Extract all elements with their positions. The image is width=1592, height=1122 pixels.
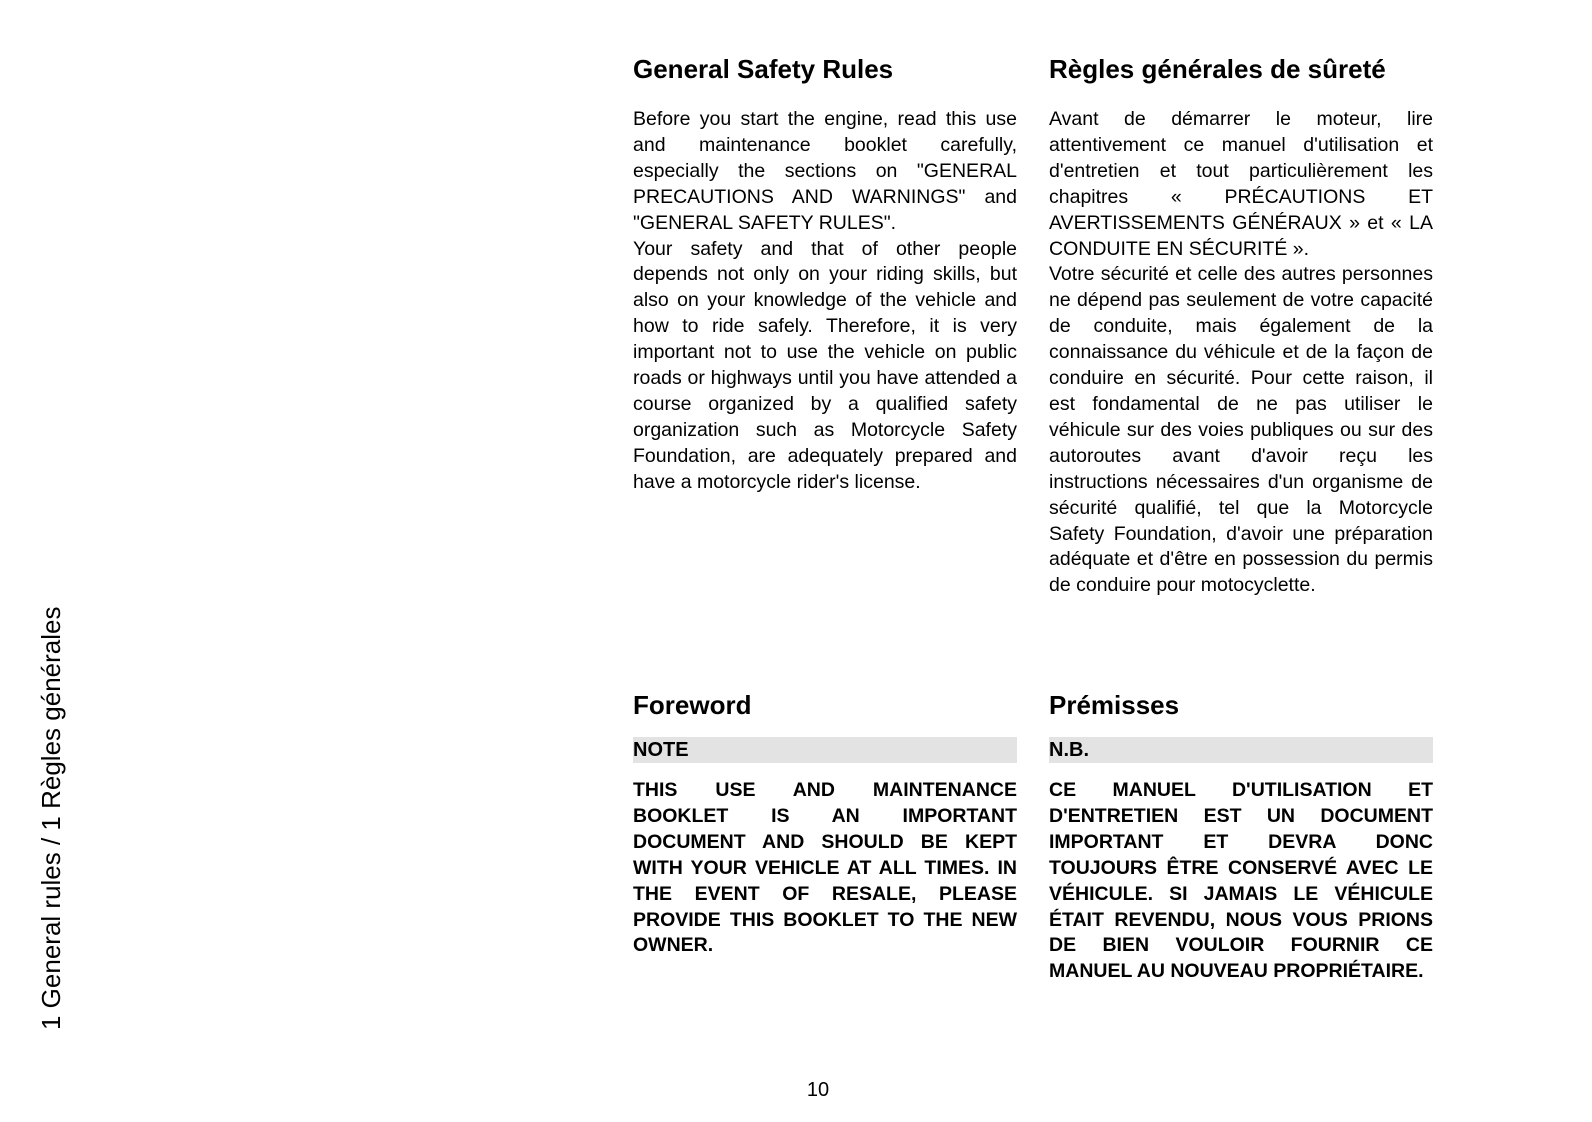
note-text-en: THIS USE AND MAINTENANCE BOOKLET IS AN IMPORTANT DOCUMENT AND SHOULD BE KEPT WITH YOUR VEHICLE AT ALL TIMES. IN THE EVENT OF RESALE, PLEASE PROVIDE THIS BOOKLET TO THE NEW OWNER. — [633, 779, 1017, 957]
safety-section-en — [633, 54, 1017, 496]
safety-title-en: General Safety Rules — [633, 54, 894, 84]
safety-paragraph-1-fr: Avant de démarrer le moteur, lire attentivement ce manuel d'utilisation et d'entretien et tout particulièrement les chapitres « PRÉCAUTIONS ET AVERTISSEMENTS GÉNÉRAUX » et « LA CONDUITE EN SÉCURITÉ ». — [1049, 108, 1433, 260]
foreword-section-en — [633, 690, 1017, 959]
safety-paragraph-1-en: Before you start the engine, read this use and maintenance booklet carefully, especially the sections on "GENERAL PRECAUTIONS AND WARNINGS" and "GENERAL SAFETY RULES". — [633, 108, 1017, 234]
chapter-side-label: 1 General rules / 1 Règles générales — [36, 606, 66, 1030]
note-label-fr: N.B. — [1049, 737, 1433, 763]
safety-title-fr: Règles générales de sûreté — [1049, 54, 1386, 84]
foreword-title-en: Foreword — [633, 690, 752, 720]
note-label-en: NOTE — [633, 737, 1017, 763]
note-text-fr: CE MANUEL D'UTILISATION ET D'ENTRETIEN EST UN DOCUMENT IMPORTANT ET DEVRA DONC TOUJOURS ÊTRE CONSERVÉ AVEC LE VÉHICULE. SI JAMAIS LE VÉHICULE ÉTAIT REVENDU, NOUS VOUS PRIONS DE BIEN VOULOIR FOURNIR CE MANUEL AU NOUVEAU PROPRIÉTAIRE. — [1049, 779, 1433, 983]
safety-paragraph-2-en: Your safety and that of other people depends not only on your riding skills, but also on your knowledge of the vehicle and how to ride safely. Therefore, it is very important not to use the vehicle on public roads or highways until you have attended a course organized by a qualified safety organization such as Motorcycle Safety Foundation, are adequately prepared and have a motorcycle rider's license. — [633, 237, 1017, 493]
safety-section-fr — [1049, 54, 1433, 599]
foreword-title-fr: Prémisses — [1049, 690, 1180, 720]
foreword-section-fr — [1049, 690, 1433, 985]
safety-paragraph-2-fr: Votre sécurité et celle des autres personnes ne dépend pas seulement de votre capacité de conduite, mais également de la connaissance du véhicule et de la façon de conduire en sécurité. Pour cette raison, il est fondamental de ne pas utiliser le véhicule sur des voies publiques ou sur des autoroutes avant d'avoir reçu les instructions nécessaires d'un organisme de sécurité qualifié, tel que la Motorcycle Safety Foundation, d'avoir une préparation adéquate et d'être en possession du permis de conduire pour motocyclette. — [1049, 263, 1433, 597]
page-number: 10 — [806, 1079, 830, 1101]
